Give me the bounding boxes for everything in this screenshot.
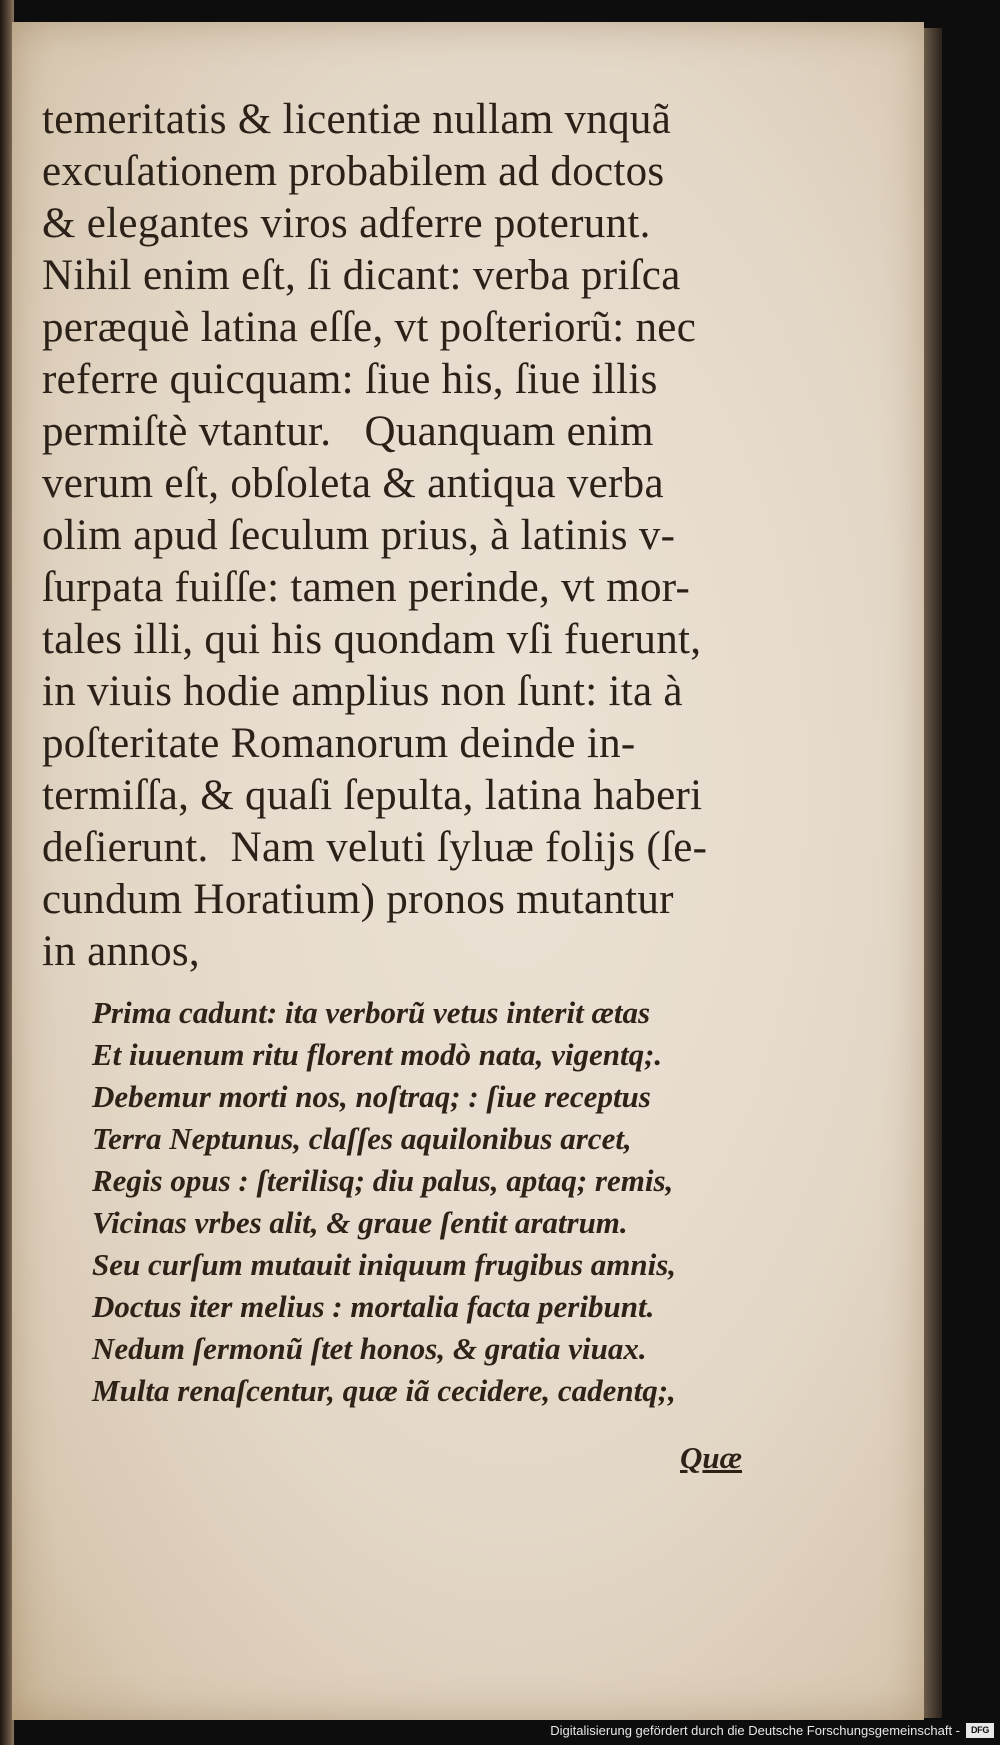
prose-line: Nihil enim eſt, ſi dicant: verba priſca — [42, 252, 681, 299]
verse-quotation — [92, 992, 752, 1412]
verse-line: Debemur morti nos, noſtraq; : ſiue receptus — [92, 1079, 651, 1114]
prose-line: cundum Horatium) pronos mutantur — [42, 876, 674, 923]
verse-line: Nedum ſermonũ ſtet honos, & gratia viuax. — [92, 1331, 647, 1366]
catchword: Quæ — [680, 1440, 743, 1475]
prose-line: poſteritate Romanorum deinde in- — [42, 720, 636, 767]
verse-line: Seu curſum mutauit iniquum frugibus amnis, — [92, 1247, 677, 1282]
prose-line: ſurpata fuiſſe: tamen perinde, vt mor- — [42, 564, 691, 611]
dfg-logo: DFG — [966, 1723, 994, 1738]
verse-line: Vicinas vrbes alit, & graue ſentit aratrum. — [92, 1205, 628, 1240]
verse-line: Regis opus : ſterilisq; diu palus, aptaq; remis, — [92, 1163, 674, 1198]
verse-line: Doctus iter melius : mortalia facta peribunt. — [92, 1289, 655, 1324]
prose-line: tales illi, qui his quondam vſi fuerunt, — [42, 616, 702, 663]
verse-line: Terra Neptunus, claſſes aquilonibus arcet, — [92, 1121, 632, 1156]
digitization-credit — [550, 1719, 994, 1741]
prose-line: olim apud ſeculum prius, à latinis v- — [42, 512, 676, 559]
prose-line: excuſationem probabilem ad doctos — [42, 148, 665, 195]
prose-block — [42, 94, 752, 978]
prose-line: in annos, — [42, 928, 200, 975]
prose-line: peræquè latina eſſe, vt poſteriorũ: nec — [42, 304, 697, 351]
prose-line: permiſtè vtantur. Quanquam enim — [42, 408, 654, 455]
book-page — [12, 22, 924, 1720]
verse-line: Et iuuenum ritu florent modò nata, vigentq;. — [92, 1037, 663, 1072]
verse-line: Multa renaſcentur, quæ iã cecidere, cadentq;, — [92, 1373, 676, 1408]
prose-line: deſierunt. Nam veluti ſyluæ folijs (ſe- — [42, 824, 708, 871]
page-right-edge — [924, 28, 942, 1718]
credit-text: Digitalisierung gefördert durch die Deutsche Forschungsgemeinschaft - — [550, 1722, 960, 1738]
prose-line: referre quicquam: ſiue his, ſiue illis — [42, 356, 658, 403]
prose-line: verum eſt, obſoleta & antiqua verba — [42, 460, 664, 507]
prose-line: & elegantes viros adferre poterunt. — [42, 200, 651, 247]
prose-line: in viuis hodie amplius non ſunt: ita à — [42, 668, 683, 715]
prose-line: termiſſa, & quaſi ſepulta, latina haberi — [42, 772, 703, 819]
prose-line: temeritatis & licentiæ nullam vnquã — [42, 96, 672, 143]
verse-line: Prima cadunt: ita verborũ vetus interit ætas — [92, 995, 651, 1030]
